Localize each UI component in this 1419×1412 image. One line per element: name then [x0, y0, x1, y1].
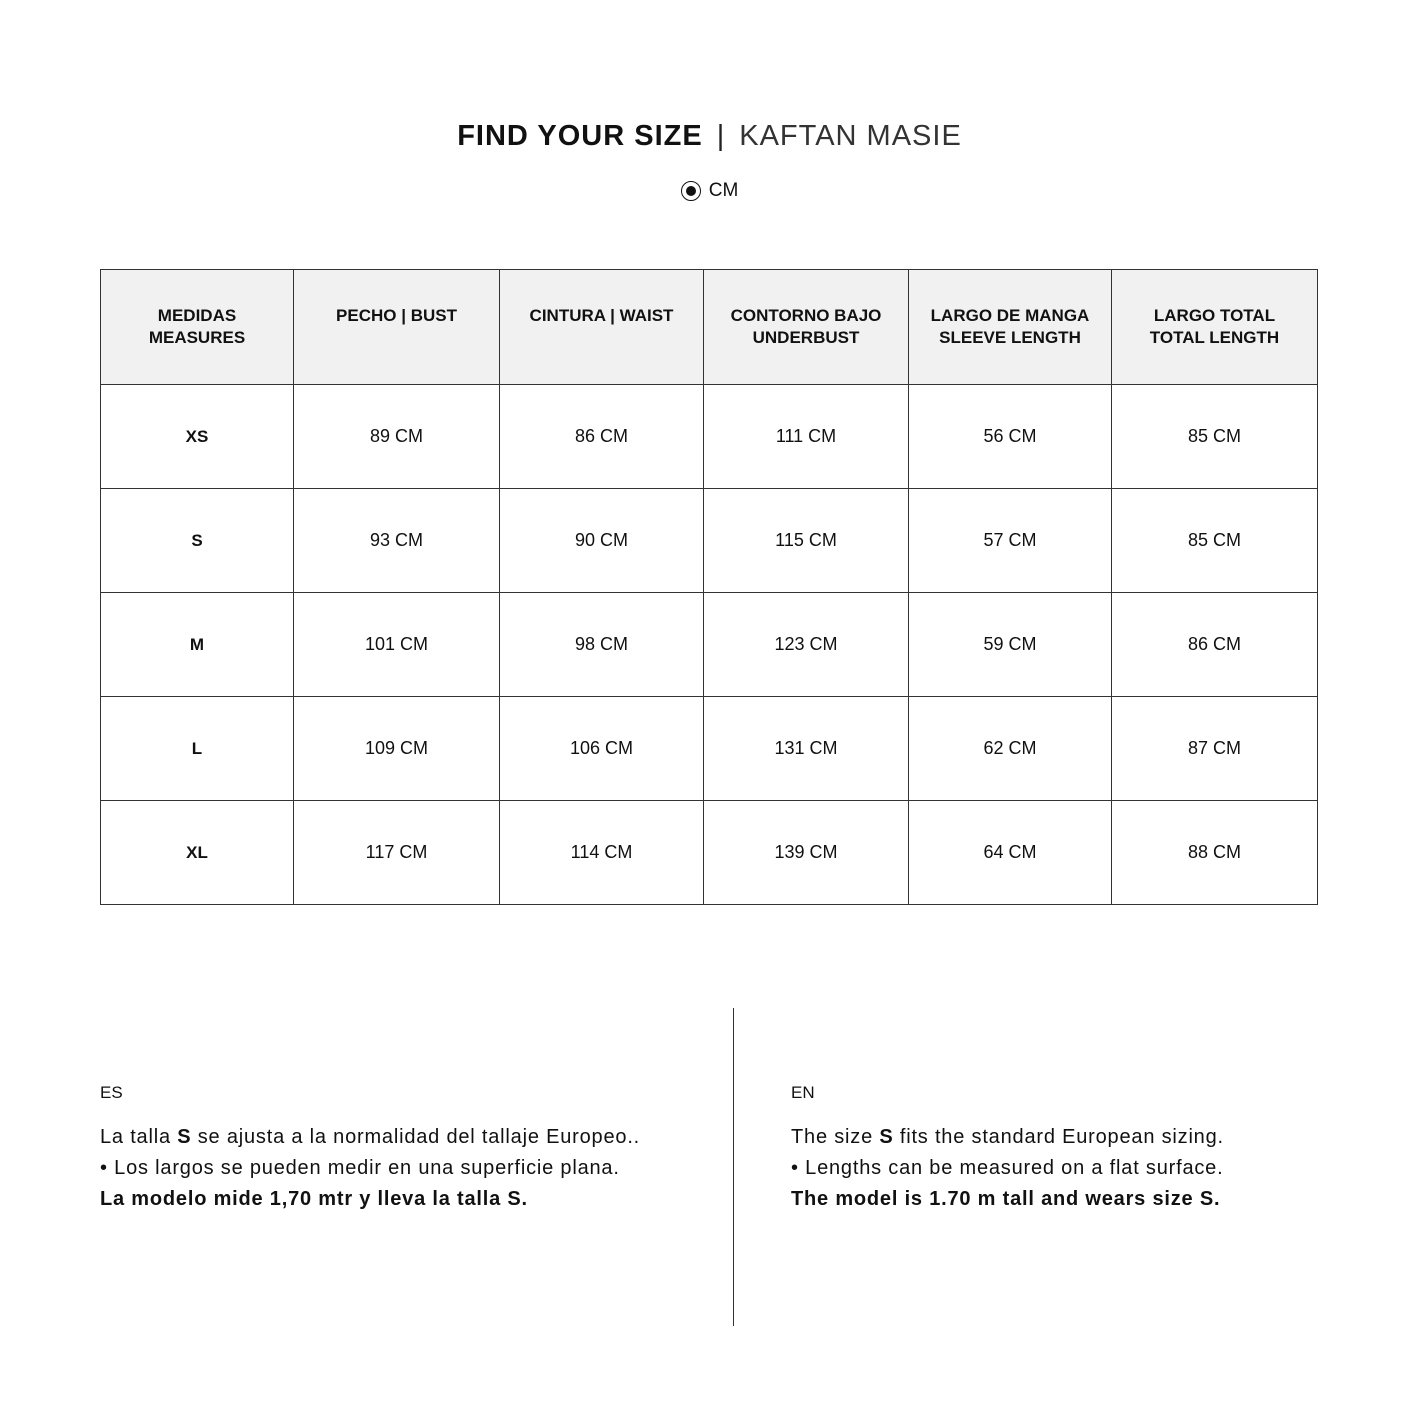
table-cell: 64 CM [909, 801, 1112, 905]
language-label: EN [791, 1083, 815, 1102]
fit-note-post: fits the standard European sizing. [893, 1126, 1224, 1148]
header-line: PECHO | BUST [336, 306, 457, 325]
size-label: XL [101, 801, 294, 905]
table-cell: 86 CM [500, 385, 704, 489]
table-cell: 85 CM [1112, 385, 1318, 489]
table-cell: 101 CM [294, 593, 500, 697]
header-line: MEDIDAS [157, 306, 237, 325]
table-cell: 88 CM [1112, 801, 1318, 905]
fit-note [100, 1122, 720, 1153]
model-note: The model is 1.70 m tall and wears size S. [791, 1188, 1221, 1210]
table-cell: 109 CM [294, 697, 500, 801]
table-cell: 106 CM [500, 697, 704, 801]
measure-note: • Lengths can be measured on a flat surface. [791, 1157, 1224, 1179]
header-line: MEASURES [148, 328, 246, 347]
table-cell: 111 CM [704, 385, 909, 489]
measure-note: • Los largos se pueden medir en una superficie plana. [100, 1157, 620, 1179]
table-cell: 89 CM [294, 385, 500, 489]
header-line: LARGO TOTAL [1153, 306, 1276, 325]
table-cell: 87 CM [1112, 697, 1318, 801]
table-cell: 131 CM [704, 697, 909, 801]
table-cell: 57 CM [909, 489, 1112, 593]
notes-english [791, 1077, 1411, 1215]
table-row [101, 385, 1318, 489]
table-cell: 56 CM [909, 385, 1112, 489]
size-label: M [101, 593, 294, 697]
product-name: KAFTAN MASIE [739, 120, 962, 152]
radio-selected-icon[interactable] [681, 181, 701, 201]
table-cell: 90 CM [500, 489, 704, 593]
table-cell: 85 CM [1112, 489, 1318, 593]
fit-note-post: se ajusta a la normalidad del tallaje Europeo.. [191, 1126, 641, 1148]
header-line [300, 327, 493, 349]
size-table [100, 269, 1318, 905]
table-cell: 123 CM [704, 593, 909, 697]
header-line: CINTURA | WAIST [529, 306, 674, 325]
table-cell: 117 CM [294, 801, 500, 905]
fit-note [791, 1122, 1411, 1153]
radio-dot-icon [686, 186, 696, 196]
table-cell: 62 CM [909, 697, 1112, 801]
table-cell: 86 CM [1112, 593, 1318, 697]
title-main: FIND YOUR SIZE [457, 120, 703, 152]
fit-note-size: S [879, 1126, 894, 1148]
page-title [0, 120, 1419, 153]
column-divider [733, 1008, 734, 1326]
table-cell: 59 CM [909, 593, 1112, 697]
table-cell: 139 CM [704, 801, 909, 905]
table-header-row [101, 270, 1318, 385]
table-cell: 115 CM [704, 489, 909, 593]
unit-label: CM [708, 180, 739, 201]
header-line: CONTORNO BAJO [730, 306, 882, 325]
header-line [506, 327, 697, 349]
header-line: SLEEVE LENGTH [939, 328, 1081, 347]
column-header-measures [101, 270, 294, 385]
column-header-sleeve-length [909, 270, 1112, 385]
table-row [101, 801, 1318, 905]
column-header-underbust [704, 270, 909, 385]
model-note: La modelo mide 1,70 mtr y lleva la talla S. [100, 1188, 528, 1210]
header-line: TOTAL LENGTH [1149, 328, 1280, 347]
table-row [101, 489, 1318, 593]
table-row [101, 697, 1318, 801]
size-label: S [101, 489, 294, 593]
notes-spanish [100, 1077, 720, 1215]
header-line: LARGO DE MANGA [930, 306, 1090, 325]
language-label: ES [100, 1083, 123, 1102]
title-separator: | [716, 120, 726, 152]
table-cell: 98 CM [500, 593, 704, 697]
column-header-bust [294, 270, 500, 385]
unit-selector[interactable] [0, 180, 1419, 202]
size-label: XS [101, 385, 294, 489]
column-header-total-length [1112, 270, 1318, 385]
fit-note-pre: La talla [100, 1126, 178, 1148]
header-line: UNDERBUST [752, 328, 860, 347]
table-row [101, 593, 1318, 697]
table-cell: 114 CM [500, 801, 704, 905]
size-label: L [101, 697, 294, 801]
column-header-waist [500, 270, 704, 385]
table-cell: 93 CM [294, 489, 500, 593]
fit-note-size: S [177, 1126, 192, 1148]
fit-note-pre: The size [791, 1126, 880, 1148]
